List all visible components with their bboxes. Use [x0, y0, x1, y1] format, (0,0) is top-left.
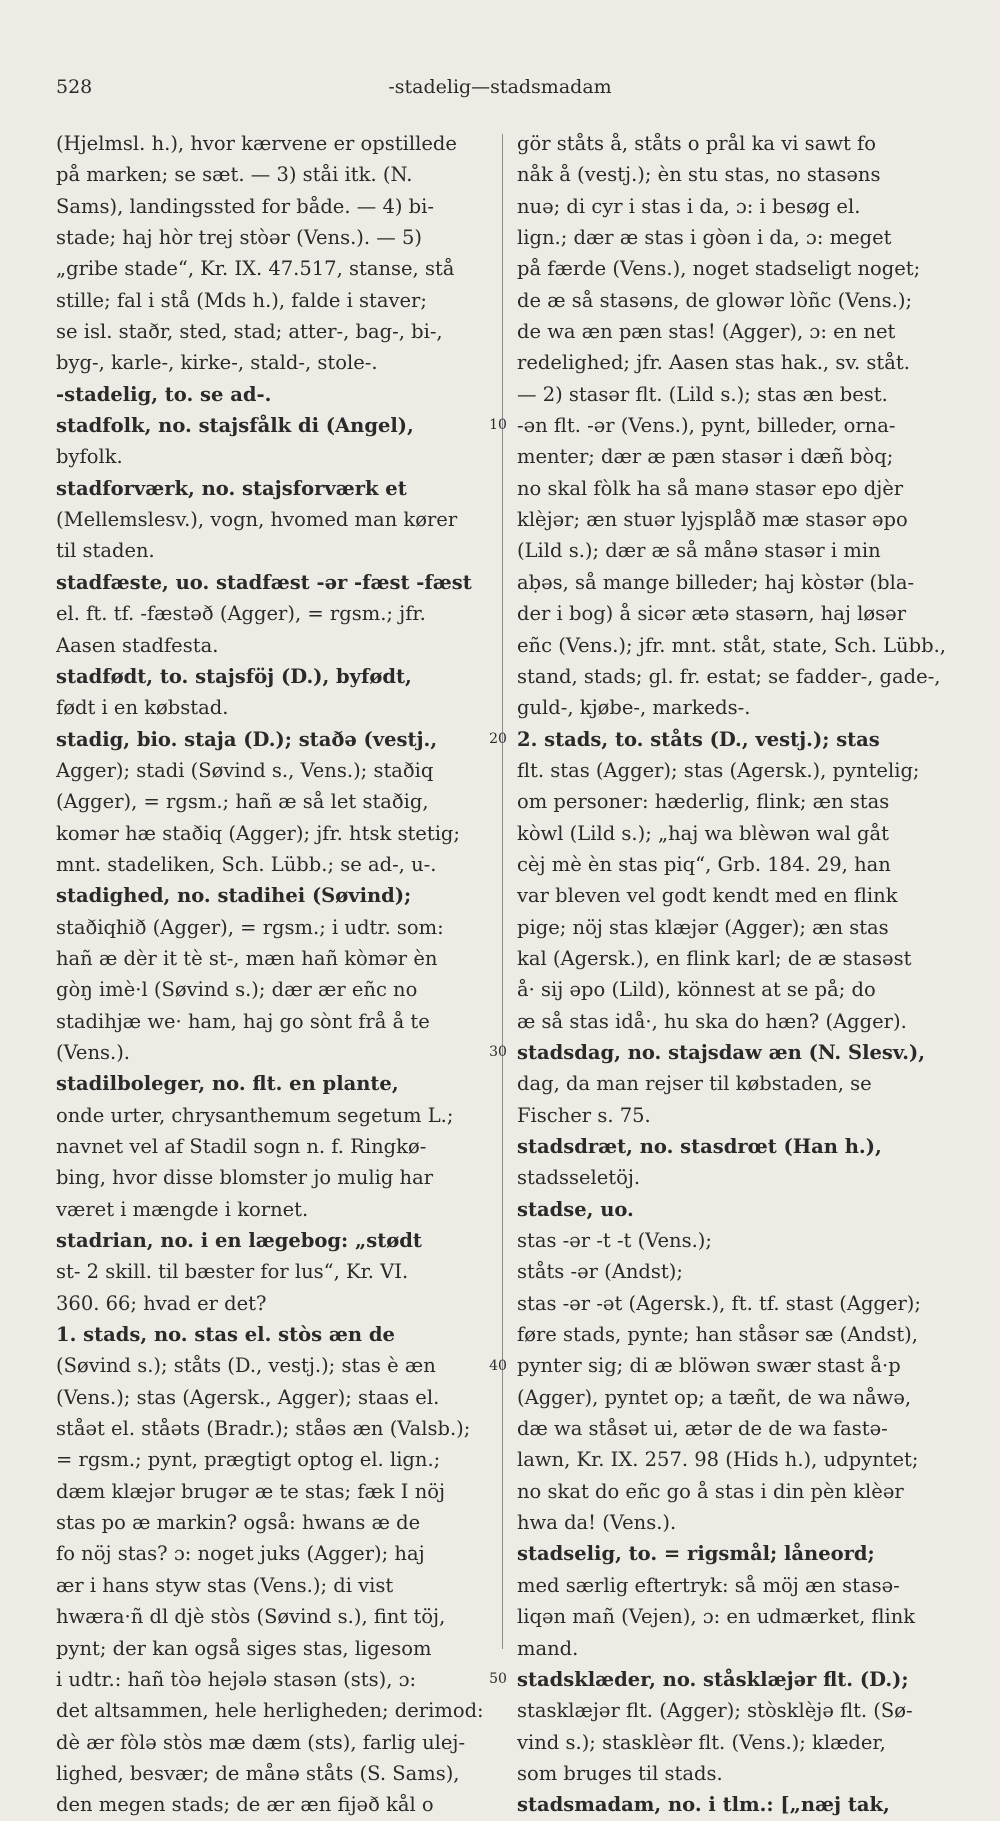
text-line: (Lild s.); dær æ så månə stasər i min	[517, 539, 881, 563]
text-line: æ så stas idå·, hu ska do hæn? (Agger).	[517, 1009, 907, 1033]
entry-headword-line: 2. stads, to. ståts (D., vestj.); stas	[517, 727, 880, 751]
text-line: stasklæjər flt. (Agger); stòsklèjə flt. (Sø-	[517, 1699, 913, 1723]
text-line: (Agger), = rgsm.; hañ æ så let staðig,	[56, 790, 429, 814]
text-line: på marken; se sæt. — 3) ståi itk. (N.	[56, 163, 413, 187]
text-line: været i mængde i kornet.	[56, 1197, 309, 1221]
margin-line-number: 10	[489, 417, 507, 434]
text-line: stade; haj hòr trej stòər (Vens.). — 5)	[56, 226, 423, 250]
text-line: aḅəs, så mange billeder; haj kòstər (bla-	[517, 570, 915, 594]
text-line: staðiqhið (Agger), = rgsm.; i udtr. som:	[56, 915, 444, 939]
text-line: stas -ər -t -t (Vens.);	[517, 1229, 712, 1253]
text-line: ståət el. ståəts (Bradr.); ståəs æn (Valsb.);	[56, 1417, 471, 1441]
text-line: (Mellemslesv.), vogn, hvomed man kører	[56, 508, 458, 532]
text-line: menter; dær æ pæn stasər i dæñ bòq;	[517, 445, 894, 469]
text-line: onde urter, chrysanthemum segetum L.;	[56, 1103, 454, 1127]
text-line: lighed, besvær; de månə ståts (S. Sams),	[56, 1761, 460, 1785]
page-number: 528	[56, 76, 93, 98]
entry-headword-line: stadilboleger, no. flt. en plante,	[56, 1072, 399, 1096]
text-line: mand.	[517, 1636, 579, 1660]
text-line: de æ så stasəns, de glowər lòñc (Vens.);	[517, 288, 913, 312]
text-line: kòwl (Lild s.); „haj wa blèwən wal gåt	[517, 821, 889, 845]
text-line: (Hjelmsl. h.), hvor kærvene er opstillede	[56, 132, 457, 155]
text-line: (Agger), pyntet op; a tæñt, de wa nåwə,	[517, 1385, 912, 1409]
text-line: Aasen stadfesta.	[56, 633, 219, 657]
text-line: dæ wa ståsət ui, ætər de de wa fastə-	[517, 1417, 888, 1441]
text-line: kal (Agersk.), en flink karl; de æ stasəst	[517, 946, 912, 970]
text-line: cèj mè èn stas piq“, Grb. 184. 29, han	[517, 852, 891, 876]
text-line: Fischer s. 75.	[517, 1103, 651, 1127]
text-line: stille; fal i stå (Mds h.), falde i staver;	[56, 288, 427, 312]
text-line: stadsseletöj.	[517, 1166, 641, 1190]
text-line: ståts -ər (Andst);	[517, 1260, 683, 1284]
text-line: med særlig eftertryk: så möj æn stasə-	[517, 1573, 900, 1597]
right-column	[517, 128, 963, 1821]
text-line: som bruges til stads.	[517, 1761, 723, 1785]
text-line: liqən mañ (Vejen), ɔ: en udmærket, flink	[517, 1605, 916, 1629]
text-line: Agger); stadi (Søvind s., Vens.); staðiq	[56, 758, 434, 782]
entry-headword-line: stadsmadam, no. i tlm.: [„næj tak,	[517, 1793, 890, 1817]
text-line: fo nöj stas? ɔ: noget juks (Agger); haj	[56, 1542, 425, 1566]
text-line: nuə; di cyr i stas i da, ɔ: i besøg el.	[517, 194, 861, 218]
text-line: pige; nöj stas klæjər (Agger); æn stas	[517, 915, 889, 939]
text-line: å· sij əpo (Lild), könnest at se på; do	[517, 978, 876, 1002]
text-line: det altsammen, hele herligheden; derimod:	[56, 1699, 484, 1723]
text-line: på færde (Vens.), noget stadseligt noget;	[517, 257, 921, 281]
text-line: stadihjæ we· ham, haj go sònt frå å te	[56, 1009, 430, 1033]
text-line: de wa æn pæn stas! (Agger), ɔ: en net	[517, 320, 896, 344]
text-line: stas po æ markin? også: hwans æ de	[56, 1511, 421, 1535]
text-line: guld-, kjøbe-, markeds-.	[517, 696, 751, 720]
text-line: hwa da! (Vens.).	[517, 1511, 677, 1535]
text-line: føre stads, pynte; han ståsər sæ (Andst),	[517, 1323, 918, 1347]
entry-headword-line: stadfødt, to. stajsföj (D.), byfødt,	[56, 664, 412, 688]
entry-headword-line: stadfolk, no. stajsfålk di (Angel),	[56, 414, 414, 438]
text-line: = rgsm.; pynt, prægtigt optog el. lign.;	[56, 1448, 441, 1472]
text-line: (Vens.).	[56, 1040, 131, 1064]
text-line: no skal fòlk ha så manə stasər epo djèr	[517, 476, 904, 500]
text-line: der i bog) å sicər ætə stasərn, haj løsər	[517, 602, 907, 626]
text-line: ær i hans styw stas (Vens.); di vist	[56, 1573, 394, 1597]
text-line: pynter sig; di æ blöwən swær stast å·p	[517, 1354, 901, 1378]
text-line: (Søvind s.); ståts (D., vestj.); stas è æn	[56, 1354, 436, 1378]
text-line: hañ æ dèr it tè st-, mæn hañ kòmər èn	[56, 946, 438, 970]
text-line: byfolk.	[56, 445, 123, 469]
text-line: født i en købstad.	[56, 696, 229, 720]
text-line: lawn, Kr. IX. 257. 98 (Hids h.), udpyntet;	[517, 1448, 919, 1472]
text-line: „gribe stade“, Kr. IX. 47.517, stanse, stå	[56, 257, 455, 281]
text-line: dag, da man rejser til købstaden, se	[517, 1072, 872, 1096]
text-line: navnet vel af Stadil sogn n. f. Ringkø-	[56, 1135, 427, 1158]
entry-headword-line: stadsdræt, no. stasdrœt (Han h.),	[517, 1135, 882, 1158]
text-line: var bleven vel godt kendt med en flink	[517, 884, 898, 908]
column-divider	[502, 134, 503, 1649]
text-line: flt. stas (Agger); stas (Agersk.), pyntelig;	[517, 758, 920, 782]
text-line: lign.; dær æ stas i gòən i da, ɔ: meget	[517, 226, 892, 250]
text-line: bing, hvor disse blomster jo mulig har	[56, 1166, 434, 1190]
text-line: stas -ər -ət (Agersk.), ft. tf. stast (Agger);	[517, 1291, 921, 1315]
text-line: hwæra·ñ dl djè stòs (Søvind s.), fint töj,	[56, 1605, 446, 1629]
running-head: -stadelig—stadsmadam	[388, 76, 612, 98]
text-line: klèjər; æn stuər lyjsplåð mæ stasər əpo	[517, 508, 908, 532]
entry-headword-line: stadsdag, no. stajsdaw æn (N. Slesv.),	[517, 1040, 926, 1064]
text-line: redelighed; jfr. Aasen stas hak., sv. ståt.	[517, 351, 910, 375]
text-line: Sams), landingssted for både. — 4) bi-	[56, 194, 434, 218]
entry-headword-line: stadrian, no. i en lægebog: „stødt	[56, 1229, 422, 1253]
entry-headword-line: stadighed, no. stadihei (Søvind);	[56, 884, 412, 908]
text-line: — 2) stasər flt. (Lild s.); stas æn best.	[517, 382, 888, 406]
text-line: no skat do eñc go å stas i din pèn klèər	[517, 1479, 904, 1503]
entry-headword-line: stadselig, to. = rigsmål; låneord;	[517, 1542, 875, 1566]
entry-headword-line: stadforværk, no. stajsforværk et	[56, 476, 407, 500]
text-line: (Vens.); stas (Agersk., Agger); staas el.	[56, 1385, 440, 1409]
text-line: pynt; der kan også siges stas, ligesom	[56, 1636, 432, 1660]
text-line: dè ær fòlə stòs mæ dæm (sts), farlig ulej-	[56, 1730, 466, 1754]
text-line: byg-, karle-, kirke-, stald-, stole-.	[56, 351, 378, 375]
text-line: den megen stads; de ær æn fijəð kål o	[56, 1793, 434, 1817]
page-header	[56, 76, 944, 106]
entry-headword-line: stadfæste, uo. stadfæst -ər -fæst -fæst	[56, 570, 472, 594]
entry-headword-line: stadse, uo.	[517, 1197, 634, 1221]
left-column	[56, 128, 502, 1821]
text-line: stand, stads; gl. fr. estat; se fadder-, gade-,	[517, 664, 941, 688]
margin-line-number: 20	[489, 730, 507, 747]
text-line: komər hæ staðiq (Agger); jfr. htsk stetig;	[56, 821, 460, 845]
text-line: gòŋ imè·l (Søvind s.); dær ær eñc no	[56, 978, 418, 1002]
margin-line-number: 50	[489, 1671, 507, 1688]
text-line: se isl. staðr, sted, stad; atter-, bag-, bi-,	[56, 320, 443, 344]
text-line: 360. 66; hvad er det?	[56, 1291, 267, 1315]
text-line: nåk å (vestj.); èn stu stas, no stasəns	[517, 163, 881, 187]
text-line: eñc (Vens.); jfr. mnt. ståt, state, Sch. Lübb.,	[517, 633, 946, 657]
text-line: i udtr.: hañ tòə hejələ stasən (sts), ɔ:	[56, 1667, 417, 1691]
text-line: -ən flt. -ər (Vens.), pynt, billeder, orna-	[517, 414, 896, 438]
entry-headword-line: -stadelig, to. se ad-.	[56, 382, 272, 406]
margin-line-number: 30	[489, 1044, 507, 1061]
text-line: mnt. stadeliken, Sch. Lübb.; se ad-, u-.	[56, 852, 437, 876]
entry-headword-line: stadsklæder, no. ståsklæjər flt. (D.);	[517, 1667, 909, 1691]
entry-headword-line: stadig, bio. staja (D.); staðə (vestj.,	[56, 727, 438, 751]
text-line: vind s.); stasklèər flt. (Vens.); klæder,	[517, 1730, 886, 1754]
text-line: dæm klæjər brugər æ te stas; fæk I nöj	[56, 1479, 446, 1503]
text-line: om personer: hæderlig, flink; æn stas	[517, 790, 890, 814]
text-line: el. ft. tf. -fæstəð (Agger), = rgsm.; jfr.	[56, 602, 426, 626]
margin-line-number: 40	[489, 1357, 507, 1374]
entry-headword-line: 1. stads, no. stas el. stòs æn de	[56, 1323, 395, 1347]
text-line: st- 2 skill. til bæster for lus“, Kr. VI.	[56, 1260, 409, 1284]
text-line: gör ståts å, ståts o prål ka vi sawt fo	[517, 132, 876, 155]
text-line: til staden.	[56, 539, 155, 563]
